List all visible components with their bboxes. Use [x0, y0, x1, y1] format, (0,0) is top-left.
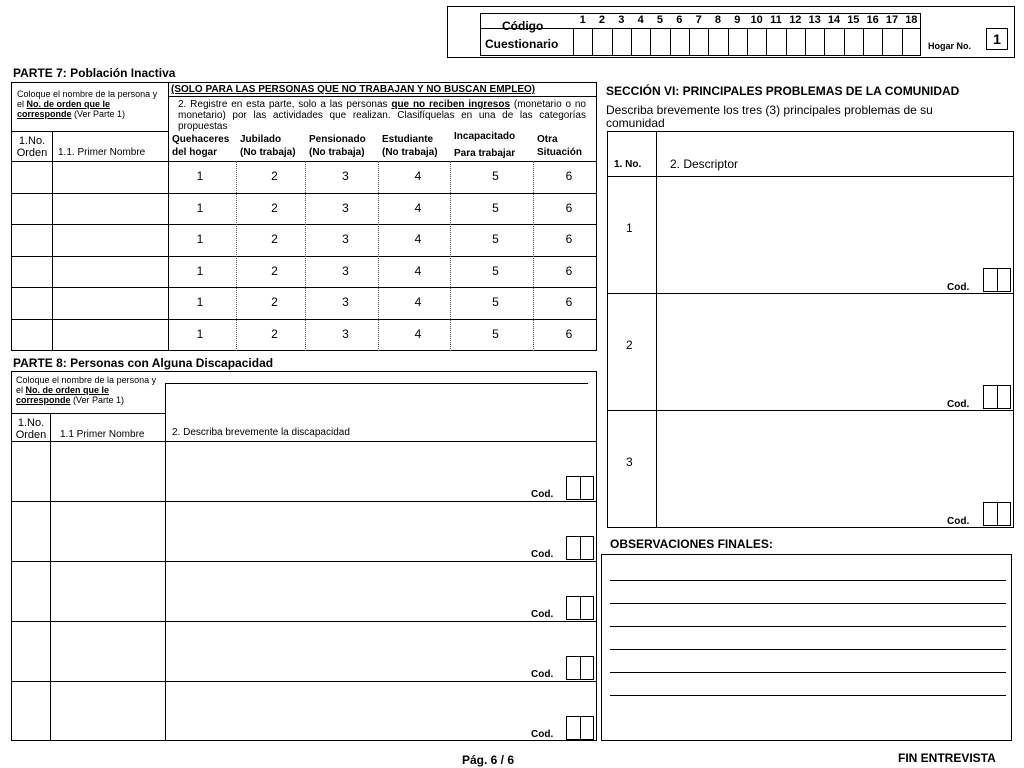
- code-digit-number: 1: [579, 14, 586, 26]
- parte8-col-no: 1.No. Orden: [15, 417, 47, 441]
- description-cell[interactable]: [166, 562, 556, 620]
- code-digit-number: 17: [885, 14, 899, 26]
- category-code-option[interactable]: 2: [271, 295, 278, 309]
- codigo-label: Código: [502, 19, 544, 33]
- code-digit-number: 18: [905, 14, 918, 26]
- category-line1: Pensionado: [309, 134, 366, 145]
- cod-label: Cod.: [947, 399, 970, 410]
- cod-box[interactable]: [566, 716, 594, 740]
- category-code-option[interactable]: 4: [414, 263, 422, 278]
- code-digit-cell[interactable]: [824, 28, 843, 55]
- cod-label: Cod.: [531, 549, 554, 560]
- order-number-cell[interactable]: [12, 162, 52, 192]
- category-code-option[interactable]: 6: [565, 200, 573, 215]
- description-cell[interactable]: [166, 682, 556, 740]
- category-code-option[interactable]: 4: [414, 169, 422, 183]
- category-code-option[interactable]: 1: [196, 200, 204, 215]
- parte8-instr-link: No. de orden que le corresponde: [16, 385, 110, 405]
- fin-entrevista: FIN ENTREVISTA: [898, 751, 996, 765]
- code-digit-number: 9: [734, 14, 741, 26]
- category-code-option[interactable]: 4: [414, 200, 422, 215]
- code-digit-number: 8: [714, 14, 722, 26]
- name-cell[interactable]: [53, 194, 167, 224]
- observaciones-title: OBSERVACIONES FINALES:: [610, 537, 773, 551]
- parte7-instr-a: Coloque el nombre de la persona y el: [17, 89, 158, 109]
- name-cell[interactable]: [51, 622, 165, 680]
- category-header: [382, 134, 454, 158]
- writing-line: [610, 649, 1006, 650]
- code-digit-cell[interactable]: [747, 28, 766, 55]
- category-code-option[interactable]: 5: [492, 263, 499, 278]
- category-line2: del hogar: [172, 147, 218, 158]
- cuestionario-label: Cuestionario: [485, 37, 559, 51]
- order-number-cell[interactable]: [12, 225, 52, 255]
- category-code-option[interactable]: 5: [492, 295, 499, 309]
- code-digit-number: 7: [695, 14, 702, 26]
- category-code-option[interactable]: 3: [342, 263, 349, 278]
- code-digit-number: 10: [750, 14, 763, 26]
- code-digit-number: 14: [827, 14, 841, 26]
- code-digit-number: 2: [598, 14, 606, 26]
- code-digit-cell[interactable]: [592, 28, 611, 55]
- category-code-option[interactable]: 2: [271, 169, 278, 183]
- cod-label: Cod.: [531, 489, 554, 500]
- name-cell[interactable]: [51, 562, 165, 620]
- code-grid-divider: [480, 28, 921, 29]
- category-line2: (No trabaja): [382, 147, 438, 158]
- category-code-option[interactable]: 1: [196, 326, 204, 341]
- code-digit-row: [573, 13, 921, 56]
- hogar-label: Hogar No.: [928, 41, 972, 51]
- category-line2: Situación: [537, 147, 583, 158]
- problem-description-cell[interactable]: [657, 411, 977, 523]
- parte8-instruction: [16, 375, 162, 405]
- code-digit-cell[interactable]: [805, 28, 824, 55]
- seccion6-title: SECCIÓN VI: PRINCIPALES PROBLEMAS DE LA COMUNIDAD: [606, 84, 960, 98]
- name-cell[interactable]: [51, 442, 165, 500]
- category-line1: Incapacitado: [454, 131, 516, 142]
- code-digit-number: 5: [656, 14, 664, 26]
- category-line1: Otra: [537, 134, 558, 145]
- category-code-option[interactable]: 5: [492, 200, 499, 215]
- category-code-option[interactable]: 1: [196, 169, 204, 183]
- cod-box[interactable]: [983, 385, 1011, 409]
- cod-box[interactable]: [566, 536, 594, 560]
- cod-label: Cod.: [531, 609, 554, 620]
- parte8-col-desc: 2. Describa brevemente la discapacidad: [172, 427, 350, 438]
- parte7-col-no: 1.No. Orden: [16, 135, 48, 159]
- code-digit-number: 6: [676, 14, 683, 26]
- parte8-col-name: 1.1 Primer Nombre: [60, 429, 145, 440]
- category-header: [240, 134, 309, 158]
- name-cell[interactable]: [53, 288, 167, 318]
- code-digit-number: 15: [847, 14, 860, 26]
- code-digit-number: 12: [789, 14, 802, 26]
- problem-number: 2: [626, 338, 633, 352]
- category-header: [537, 134, 601, 158]
- seccion6-col-desc: 2. Descriptor: [670, 157, 739, 171]
- observaciones-box[interactable]: [601, 554, 1012, 741]
- seccion6-col-no: 1. No.: [614, 159, 642, 170]
- category-code-option[interactable]: 5: [492, 326, 499, 341]
- category-line1: Quehaceres: [172, 134, 230, 145]
- code-digit-cell[interactable]: [728, 28, 747, 55]
- category-divider: [236, 161, 237, 351]
- category-code-option[interactable]: 3: [342, 295, 349, 309]
- category-divider: [450, 161, 451, 351]
- category-code-option[interactable]: 5: [492, 169, 499, 183]
- parte7-col-name: 1.1. Primer Nombre: [58, 147, 146, 158]
- category-line1: Jubilado: [240, 134, 282, 145]
- code-digit-number: 11: [770, 14, 782, 26]
- problem-number: 3: [626, 455, 633, 469]
- category-code-option[interactable]: 2: [271, 232, 278, 246]
- cod-box[interactable]: [566, 656, 594, 680]
- category-divider: [305, 161, 306, 351]
- order-number-cell[interactable]: [12, 562, 50, 620]
- cod-label: Cod.: [947, 282, 970, 293]
- cod-label: Cod.: [531, 729, 554, 740]
- description-cell[interactable]: [166, 442, 556, 500]
- parte8-instr-b: (Ver Parte 1): [70, 395, 125, 405]
- parte7-q2-u: que no reciben ingresos: [391, 99, 511, 110]
- parte7-instr-link: No. de orden que le corresponde: [17, 99, 111, 119]
- parte7-question: [178, 99, 586, 132]
- category-code-option[interactable]: 1: [196, 295, 204, 309]
- writing-line: [610, 603, 1006, 604]
- writing-line: [610, 580, 1006, 581]
- category-code-option[interactable]: 4: [414, 326, 422, 341]
- cod-label: Cod.: [947, 516, 970, 527]
- name-cell[interactable]: [53, 162, 167, 192]
- page-number: Pág. 6 / 6: [462, 753, 515, 767]
- seccion6-instruction: Describa brevemente los tres (3) principales problemas de su comunidad: [606, 103, 933, 130]
- category-code-option[interactable]: 6: [565, 169, 573, 183]
- problem-description-cell[interactable]: [657, 294, 977, 406]
- writing-line: [610, 695, 1006, 696]
- name-cell[interactable]: [53, 225, 167, 255]
- hogar-number: 1: [993, 31, 1001, 47]
- description-cell[interactable]: [166, 502, 556, 560]
- category-line1: Estudiante: [382, 134, 434, 145]
- category-code-option[interactable]: 6: [565, 263, 573, 278]
- cod-box[interactable]: [566, 476, 594, 500]
- parte8-instr-a: Coloque el nombre de la persona y el: [16, 375, 157, 395]
- category-code-option[interactable]: 4: [414, 232, 422, 246]
- code-digit-cell[interactable]: [844, 28, 863, 55]
- category-code-option[interactable]: 4: [414, 295, 422, 309]
- cod-box[interactable]: [983, 502, 1011, 526]
- category-code-option[interactable]: 5: [492, 232, 499, 246]
- order-number-cell[interactable]: [12, 257, 52, 287]
- code-digit-cell[interactable]: [612, 28, 631, 55]
- code-digit-cell[interactable]: [670, 28, 689, 55]
- category-code-option[interactable]: 1: [196, 263, 204, 278]
- description-cell[interactable]: [166, 622, 556, 680]
- order-number-cell[interactable]: [12, 288, 52, 318]
- order-number-cell[interactable]: [12, 442, 50, 500]
- code-digit-cell[interactable]: [631, 28, 650, 55]
- category-code-option[interactable]: 2: [271, 200, 278, 215]
- parte7-q2-a: 2. Registre en esta parte, solo a las personas: [178, 99, 392, 110]
- category-code-option[interactable]: 2: [271, 326, 278, 341]
- name-cell[interactable]: [53, 257, 167, 287]
- code-digit-cell[interactable]: [766, 28, 785, 55]
- category-line2: (No trabaja): [240, 147, 296, 158]
- category-code-option[interactable]: 3: [342, 200, 349, 215]
- parte7-banner: (SOLO PARA LAS PERSONAS QUE NO TRABAJAN Y NO BUSCAN EMPLEO): [171, 84, 536, 95]
- code-digit-number: 3: [618, 14, 625, 26]
- name-cell[interactable]: [51, 502, 165, 560]
- category-code-option[interactable]: 6: [565, 326, 573, 341]
- code-digit-cell[interactable]: [882, 28, 901, 55]
- problem-number: 1: [626, 221, 633, 235]
- parte7-title: PARTE 7: Población Inactiva: [13, 66, 176, 80]
- code-digit-cell[interactable]: [708, 28, 727, 55]
- category-code-option[interactable]: 6: [565, 295, 573, 309]
- problem-description-cell[interactable]: [657, 177, 977, 289]
- code-digit-cell[interactable]: [863, 28, 882, 55]
- order-number-cell[interactable]: [12, 502, 50, 560]
- category-code-option[interactable]: 3: [342, 232, 349, 246]
- code-digit-cell[interactable]: [650, 28, 669, 55]
- parte7-instr-b: (Ver Parte 1): [71, 109, 126, 119]
- name-cell[interactable]: [53, 320, 167, 350]
- parte7-q2-b: (monetario o no monetario) por las actividades que realizan. Clasifíquelas en una de las categorías propuestas: [178, 99, 586, 132]
- category-code-option[interactable]: 3: [342, 326, 349, 341]
- code-digit-cell[interactable]: [689, 28, 708, 55]
- category-line2: Para trabajar: [454, 148, 516, 159]
- code-digit-number: 4: [637, 14, 644, 26]
- order-number-cell[interactable]: [12, 622, 50, 680]
- code-digit-number: 13: [808, 14, 821, 26]
- writing-line: [610, 626, 1006, 627]
- category-code-option[interactable]: 6: [565, 232, 573, 246]
- parte8-title: PARTE 8: Personas con Alguna Discapacidad: [13, 356, 274, 370]
- category-header: [454, 131, 537, 159]
- hogar-number-box[interactable]: [986, 28, 1008, 50]
- category-header: [172, 134, 240, 158]
- category-code-option[interactable]: 1: [196, 232, 204, 246]
- category-code-option[interactable]: 3: [342, 169, 349, 183]
- category-code-option[interactable]: 2: [271, 263, 278, 278]
- writing-line: [610, 672, 1006, 673]
- cod-box[interactable]: [566, 596, 594, 620]
- category-divider: [378, 161, 379, 351]
- order-number-cell[interactable]: [12, 682, 50, 740]
- code-digit-cell[interactable]: [902, 28, 921, 55]
- code-digit-cell[interactable]: [786, 28, 805, 55]
- order-number-cell[interactable]: [12, 320, 52, 350]
- category-divider: [533, 161, 534, 351]
- cod-box[interactable]: [983, 268, 1011, 292]
- category-header: [309, 134, 382, 158]
- parte7-instruction: [17, 89, 165, 119]
- code-digit-number: 16: [866, 14, 879, 26]
- name-cell[interactable]: [51, 682, 165, 740]
- order-number-cell[interactable]: [12, 194, 52, 224]
- category-line2: (No trabaja): [309, 147, 365, 158]
- code-digit-cell[interactable]: [573, 28, 592, 55]
- cod-label: Cod.: [531, 669, 554, 680]
